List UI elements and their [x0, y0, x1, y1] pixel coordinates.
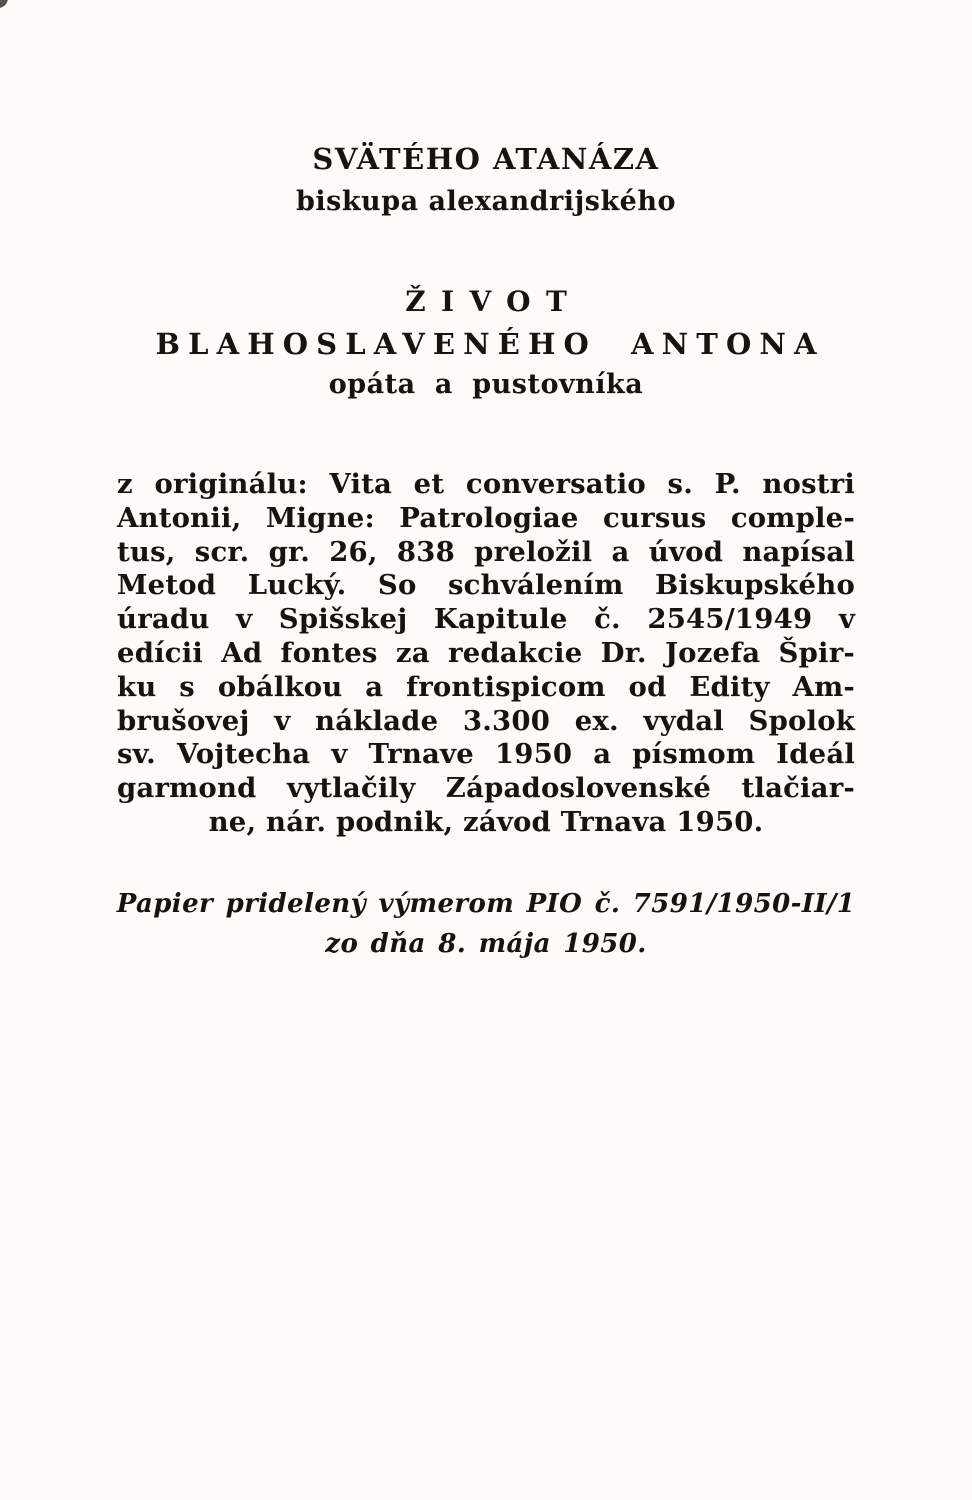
colophon-line: edícii Ad fontes za redakcie Dr. Jozefa Špir-: [117, 636, 855, 669]
paper-allocation-note: [0, 884, 972, 964]
colophon-line: ne, nár. podnik, závod Trnava 1950.: [208, 805, 764, 838]
colophon-line: Antonii, Migne: Patrologiae cursus comple-: [117, 501, 855, 534]
author-heading: [0, 138, 972, 222]
colophon-line: garmond vytlačily Západoslovenské tlačiar-: [117, 772, 855, 805]
scan-corner-artifact: [0, 0, 8, 8]
colophon-line: ku s obálkou a frontispicom od Edity Am-: [117, 670, 855, 703]
author-title: biskupa alexandrijského: [296, 185, 676, 217]
colophon-line: úradu v Spišskej Kapitule č. 2545/1949 v: [117, 603, 855, 636]
book-subtitle: opáta a pustovníka: [328, 369, 644, 400]
colophon-line: Metod Lucký. So schválením Biskupského: [117, 569, 855, 602]
note-line: Papier pridelený výmerom PIO č. 7591/1950-II/1: [116, 888, 856, 919]
colophon-line: z originálu: Vita et conversatio s. P. nostri: [117, 468, 855, 500]
colophon-line: sv. Vojtecha v Trnave 1950 a písmom Ideál: [117, 738, 855, 771]
colophon-paragraph: [117, 468, 855, 840]
book-title-line-1: ŽIVOT: [405, 285, 583, 318]
book-title-line-2: BLAHOSLAVENÉHO ANTONA: [155, 327, 825, 361]
note-line: zo dňa 8. mája 1950.: [325, 928, 647, 959]
author-name: SVÄTÉHO ATANÁZA: [312, 142, 660, 176]
book-title-block: [0, 285, 972, 400]
colophon-line: tus, scr. gr. 26, 838 preložil a úvod napísal: [117, 535, 855, 568]
colophon-line: brušovej v náklade 3.300 ex. vydal Spolok: [117, 704, 855, 737]
